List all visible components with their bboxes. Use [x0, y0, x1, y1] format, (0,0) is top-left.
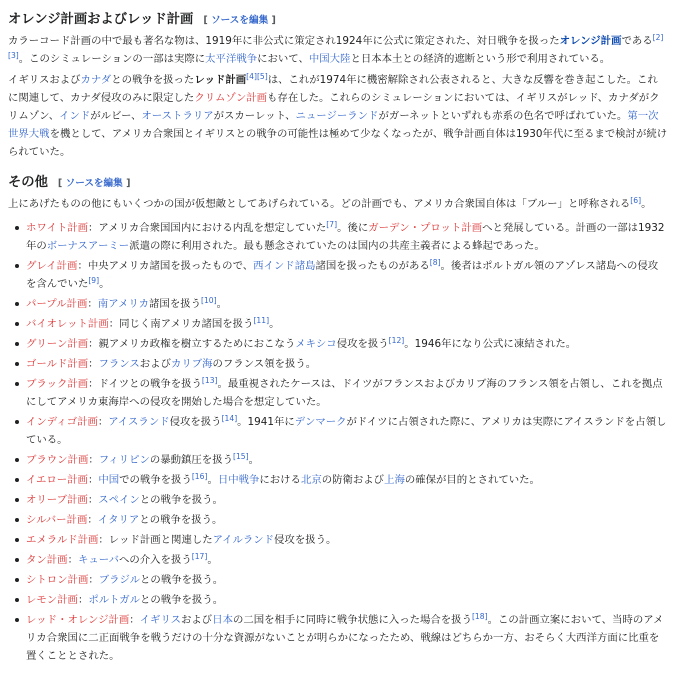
link-crimson-plan[interactable]: クリムゾン計画 [194, 92, 268, 104]
link-mexico[interactable]: メキシコ [295, 338, 337, 350]
bullet-icon [15, 598, 19, 602]
section-heading-orange-red [8, 4, 668, 32]
bullet-icon [15, 342, 19, 346]
link-lemon-plan[interactable]: レモン計画 [26, 594, 78, 606]
link-india[interactable]: インド [59, 110, 91, 122]
citation-11[interactable]: [11] [253, 316, 270, 325]
citation-4[interactable]: [4] [246, 72, 257, 81]
link-ireland[interactable]: アイルランド [212, 534, 275, 546]
citation-12[interactable]: [12] [388, 336, 405, 345]
link-tan-plan[interactable]: タン計画 [26, 554, 68, 566]
citation-13[interactable]: [13] [201, 376, 218, 385]
link-indigo-plan[interactable]: インディゴ計画 [26, 416, 98, 428]
list-item-grey-plan: グレイ計画：中央アメリカ諸国を扱ったもので、西インド諸島諸国を扱ったものがある[8]。後者はポルトガル領のアゾレス諸島への侵攻を含んでいた[9]。 [26, 257, 668, 293]
link-emerald-plan[interactable]: エメラルド計画 [26, 534, 99, 546]
citation-17[interactable]: [17] [191, 552, 208, 561]
link-purple-plan[interactable]: パープル計画 [26, 298, 88, 310]
list-item-purple-plan: パープル計画：南アメリカ諸国を扱う[10]。 [26, 295, 668, 313]
link-denmark[interactable]: デンマーク [294, 416, 347, 428]
link-iceland[interactable]: アイスランド [108, 416, 170, 428]
list-item-yellow-plan: イエロー計画：中国での戦争を扱う[16]。日中戦争における北京の防衛および上海の確保が目的とされていた。 [26, 471, 668, 489]
list-item-violet-plan: バイオレット計画：同じく南アメリカ諸国を扱う[11]。 [26, 315, 668, 333]
link-violet-plan[interactable]: バイオレット計画 [26, 318, 109, 330]
list-item-silver-plan: シルバー計画：イタリアとの戦争を扱う。 [26, 511, 668, 529]
link-ww1[interactable]: 第一次世界大戦 [8, 110, 659, 140]
bullet-icon [15, 558, 19, 562]
list-item-indigo-plan: インディゴ計画：アイスランド侵攻を扱う[14]。1941年にデンマークがドイツに占領された際に、アメリカは実際にアイスランドを占領している。 [26, 413, 668, 449]
list-item-olive-plan: オリーブ計画：スペインとの戦争を扱う。 [26, 491, 668, 509]
list-item-tan-plan: タン計画：キューバへの介入を扱う[17]。 [26, 551, 668, 569]
link-white-plan[interactable]: ホワイト計画 [26, 222, 89, 234]
link-new-zealand[interactable]: ニュージーランド [295, 110, 379, 122]
link-philippines[interactable]: フィリピン [98, 454, 150, 466]
paragraph-red-plan: イギリスおよびカナダとの戦争を扱ったレッド計画[4][5]は、これが1974年に機密解除され公表されると、大きな反響を巻き起こした。これに関連して、カナダ侵攻のみに限定したクリムゾン計画も存在した。これらのシミュレーションにおいては、イギリスがレッド、カナダがクリムゾン、インドがルビー、オーストラリアがスカーレット、ニュージーランドがガーネットといずれも赤系の色名で呼ばれていた。第一次世界大戦を機として、アメリカ合衆国とイギリスとの戦争の可能性は極めて少なくなったが、戦争計画自体は1930年代に至るまで検討が続けられていた。 [8, 72, 668, 158]
citation-9[interactable]: [9] [88, 276, 100, 285]
link-west-indies[interactable]: 西インド諸島 [253, 260, 316, 272]
citation-8[interactable]: [8] [429, 258, 441, 267]
link-portugal[interactable]: ポルトガル [88, 594, 140, 606]
edit-section-link-group: [ ソースを編集 ] [57, 178, 131, 189]
link-italy[interactable]: イタリア [97, 514, 140, 526]
link-red-orange-plan[interactable]: レッド・オレンジ計画 [26, 614, 130, 626]
citation-3[interactable]: [3] [8, 51, 19, 60]
bullet-icon [15, 458, 19, 462]
link-orange-plan[interactable]: オレンジ計画 [559, 35, 622, 47]
bullet-icon [15, 478, 19, 482]
link-france[interactable]: フランス [98, 358, 140, 370]
citation-6[interactable]: [6] [630, 196, 642, 205]
link-brazil[interactable]: ブラジル [98, 574, 141, 586]
paragraph-others-intro: 上にあげたものの他にもいくつかの国が仮想敵としてあげられている。どの計画でも、アメリカ合衆国自体は「ブルー」と呼称される[6]。 [8, 196, 652, 210]
citation-15[interactable]: [15] [232, 452, 249, 461]
citation-18[interactable]: [18] [471, 612, 488, 621]
link-olive-plan[interactable]: オリーブ計画 [26, 494, 88, 506]
plan-list [8, 219, 668, 665]
bullet-icon [15, 538, 19, 542]
citation-7[interactable]: [7] [326, 220, 338, 229]
link-green-plan[interactable]: グリーン計画 [26, 338, 89, 350]
bullet-icon [15, 578, 19, 582]
bullet-icon [15, 382, 19, 386]
citation-2[interactable]: [2] [652, 33, 664, 42]
list-item-green-plan: グリーン計画：親アメリカ政権を樹立するためにおこなうメキシコ侵攻を扱う[12]。1946年になり公式に凍結された。 [26, 335, 668, 353]
link-red-plan[interactable]: レッド計画 [194, 74, 247, 86]
citation-14[interactable]: [14] [221, 414, 238, 423]
link-south-america[interactable]: 南アメリカ [97, 298, 150, 310]
bullet-icon [15, 618, 19, 622]
list-item-lemon-plan: レモン計画：ポルトガルとの戦争を扱う。 [26, 591, 668, 609]
list-item-brown-plan: ブラウン計画：フィリピンの暴動鎮圧を扱う[15]。 [26, 451, 668, 469]
list-item-white-plan: ホワイト計画：アメリカ合衆国国内における内乱を想定していた[7]。後にガーデン・プロット計画へと発展している。計画の一部は1932年のボーナスアーミー派遣の際に利用された。最も懸念されていたのは国内の共産主義者による蜂起であった。 [26, 219, 668, 255]
link-bonus-army[interactable]: ボーナスアーミー [46, 240, 130, 252]
link-britain[interactable]: イギリス [139, 614, 182, 626]
link-garden-plot[interactable]: ガーデン・プロット計画 [368, 222, 483, 234]
link-pacific-war[interactable]: 太平洋戦争 [205, 53, 258, 65]
bullet-icon [15, 322, 19, 326]
edit-section-link-group: [ ソースを編集 ] [203, 15, 276, 26]
list-item-black-plan: ブラック計画：ドイツとの戦争を扱う[13]。最重視されたケースは、ドイツがフランスおよびカリブ海のフランス領を占領し、これを拠点にしてアメリカ東海岸への侵攻を開始した場合を想定していた。 [26, 375, 668, 411]
list-item-emerald-plan: エメラルド計画：レッド計画と関連したアイルランド侵攻を扱う。 [26, 531, 668, 549]
bullet-icon [15, 302, 19, 306]
link-silver-plan[interactable]: シルバー計画 [26, 514, 88, 526]
link-black-plan[interactable]: ブラック計画 [26, 378, 89, 390]
section-title: オレンジ計画およびレッド計画 [8, 12, 194, 27]
link-spain[interactable]: スペイン [98, 494, 140, 506]
section-title: その他 [8, 175, 48, 190]
edit-source-link[interactable]: ソースを編集 [65, 178, 123, 189]
citation-10[interactable]: [10] [201, 296, 217, 305]
link-canada[interactable]: カナダ [80, 74, 112, 86]
list-item-gold-plan: ゴールド計画：フランスおよびカリブ海のフランス領を扱う。 [26, 355, 668, 373]
link-yellow-plan[interactable]: イエロー計画 [26, 474, 88, 486]
link-sino-japanese-war[interactable]: 日中戦争 [217, 474, 260, 486]
edit-source-link[interactable]: ソースを編集 [211, 15, 269, 26]
link-china-mainland[interactable]: 中国大陸 [308, 53, 351, 65]
paragraph-orange-plan: カラーコード計画の中で最も著名な物は、1919年に非公式に策定され1924年に公式に策定された、対日戦争を扱ったオレンジ計画である[2][3]。このシミュレーションの一部は実際に太平洋戦争において、中国大陸と日本本土との経済的遮断という形で利用されている。 [8, 33, 664, 65]
list-item-red-orange-plan: レッド・オレンジ計画：イギリスおよび日本の二国を相手に同時に戦争状態に入った場合を扱う[18]。この計画立案において、当時のアメリカ合衆国に二正面戦争を戦うだけの十分な資源がないことが明らかになったため、戦線はどちらか一方、おそらく大西洋方面に比重を置くこととされた。 [26, 611, 668, 665]
bullet-icon [15, 518, 19, 522]
link-brown-plan[interactable]: ブラウン計画 [26, 454, 89, 466]
link-japan[interactable]: 日本 [212, 614, 233, 626]
bullet-icon [15, 226, 19, 230]
link-citron-plan[interactable]: シトロン計画 [26, 574, 89, 586]
link-china[interactable]: 中国 [98, 474, 120, 486]
bullet-icon [15, 264, 19, 268]
bullet-icon [15, 420, 19, 424]
list-item-citron-plan: シトロン計画：ブラジルとの戦争を扱う。 [26, 571, 668, 589]
link-caribbean[interactable]: カリブ海 [170, 358, 213, 370]
link-shanghai[interactable]: 上海 [384, 474, 405, 486]
bullet-icon [15, 362, 19, 366]
link-beijing[interactable]: 北京 [300, 474, 322, 486]
citation-5[interactable]: [5] [256, 72, 268, 81]
link-australia[interactable]: オーストラリア [141, 110, 214, 122]
bullet-icon [15, 498, 19, 502]
section-heading-others [8, 167, 668, 195]
link-grey-plan[interactable]: グレイ計画 [26, 260, 78, 272]
citation-16[interactable]: [16] [191, 472, 208, 481]
link-gold-plan[interactable]: ゴールド計画 [26, 358, 89, 370]
link-cuba[interactable]: キューバ [77, 554, 119, 566]
